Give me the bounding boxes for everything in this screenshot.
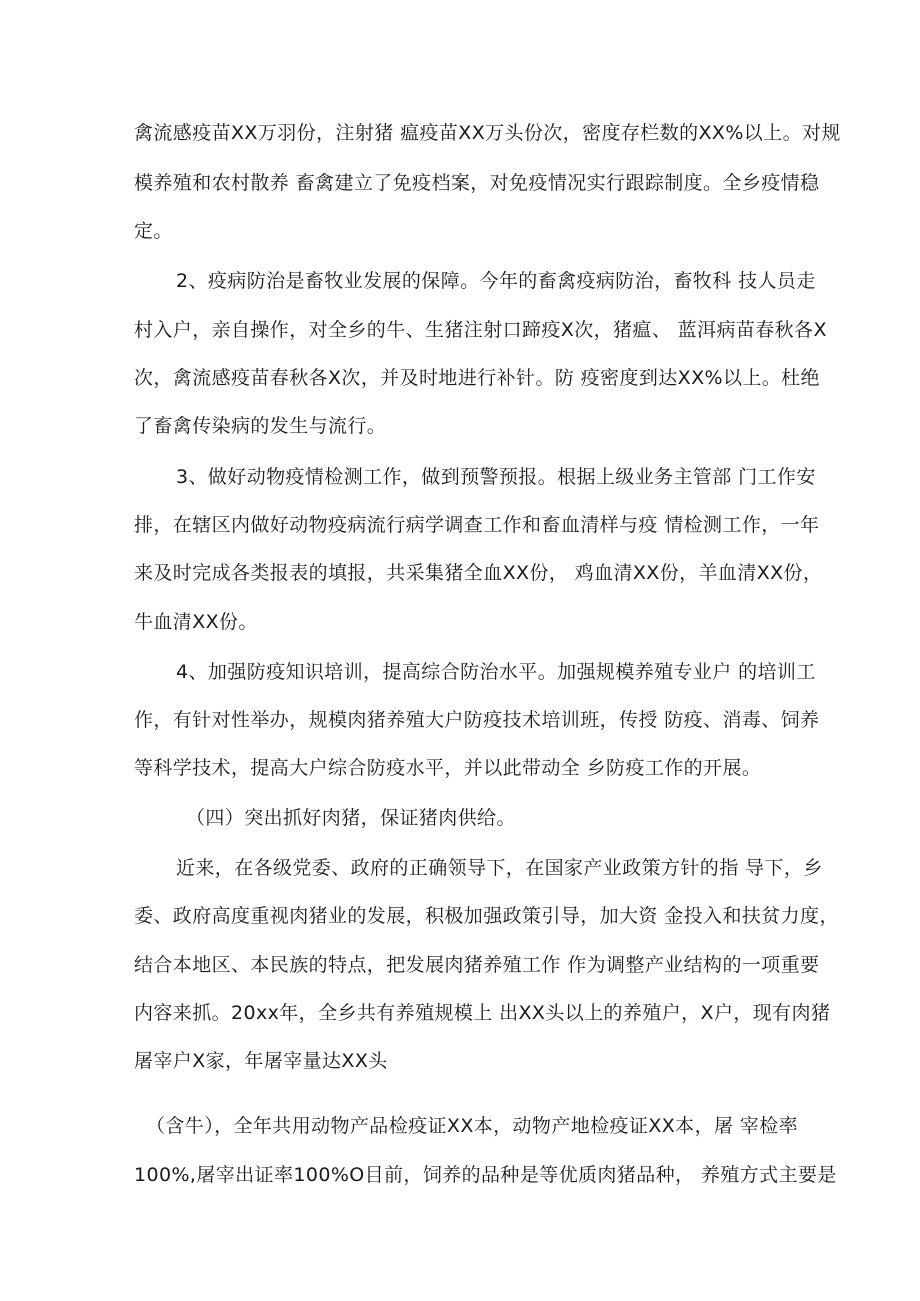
text-line: 牛血清XX份。 (134, 611, 258, 633)
text-line: 排，在辖区内做好动物疫病流行病学调查工作和畜血清样与疫 情检测工作，一年 (134, 514, 820, 536)
text-line: 结合本地区、本民族的特点，把发展肉猪养殖工作 作为调整产业结构的一项重要 (134, 954, 820, 976)
text-line: 模养殖和农村散养 畜禽建立了免疫档案，对免疫情况实行跟踪制度。全乡疫情稳 (134, 172, 820, 194)
section-heading: （四）突出抓好肉猪，保证猪肉供给。 (186, 807, 516, 829)
text-line: 禽流感疫苗XX万羽份，注射猪 瘟疫苗XX万头份次，密度存栏数的XX%以上。对规 (134, 122, 841, 144)
text-line: 等科学技术，提高大户综合防疫水平，并以此带动全 乡防疫工作的开展。 (134, 757, 762, 779)
text-line: 内容来抓。20xx年，全乡共有养殖规模上 出XX头以上的养殖户，X户，现有肉猪 (134, 1002, 831, 1024)
paragraph-start-line: 2、疫病防治是畜牧业发展的保障。今年的畜禽疫病防治，畜牧科 技人员走 (176, 270, 816, 292)
text-line: 作，有针对性举办，规模肉猪养殖大户防疫技术培训班，传授 防疫、消毒、饲养 (134, 709, 820, 731)
text-line: 村入户，亲自操作，对全乡的牛、生猪注射口蹄疫X次，猪瘟、 蓝洱病苗春秋各X (134, 319, 827, 341)
text-line: 委、政府高度重视肉猪业的发展，积极加强政策引导，加大资 金投入和扶贫力度， (134, 905, 839, 927)
text-line: 定。 (134, 220, 173, 242)
text-line: 100%,屠宰出证率100%O目前，饲养的品种是等优质肉猪品种， 养殖方式主要是 (134, 1164, 837, 1186)
text-line: 来及时完成各类报表的填报，共采集猪全血XX份， 鸡血清XX份，羊血清XX份， (134, 562, 823, 584)
text-line: 次，禽流感疫苗春秋各X次，并及时地进行补针。防 疫密度到达XX%以上。杜绝 (134, 367, 820, 389)
paragraph-start-line: 近来，在各级党委、政府的正确领导下，在国家产业政策方针的指 导下，乡 (176, 857, 823, 879)
text-line: 屠宰户X家，年屠宰量达XX头 (134, 1050, 388, 1072)
text-line: （含牛），全年共用动物产品检疫证XX本，动物产地检疫证XX本，屠 宰检率 (146, 1115, 799, 1137)
paragraph-start-line: 4、加强防疫知识培训，提高综合防治水平。加强规模养殖专业户 的培训工 (176, 661, 816, 683)
text-line: 了畜禽传染病的发生与流行。 (134, 415, 387, 437)
paragraph-start-line: 3、做好动物疫情检测工作，做到预警预报。根据上级业务主管部 门工作安 (176, 466, 816, 488)
